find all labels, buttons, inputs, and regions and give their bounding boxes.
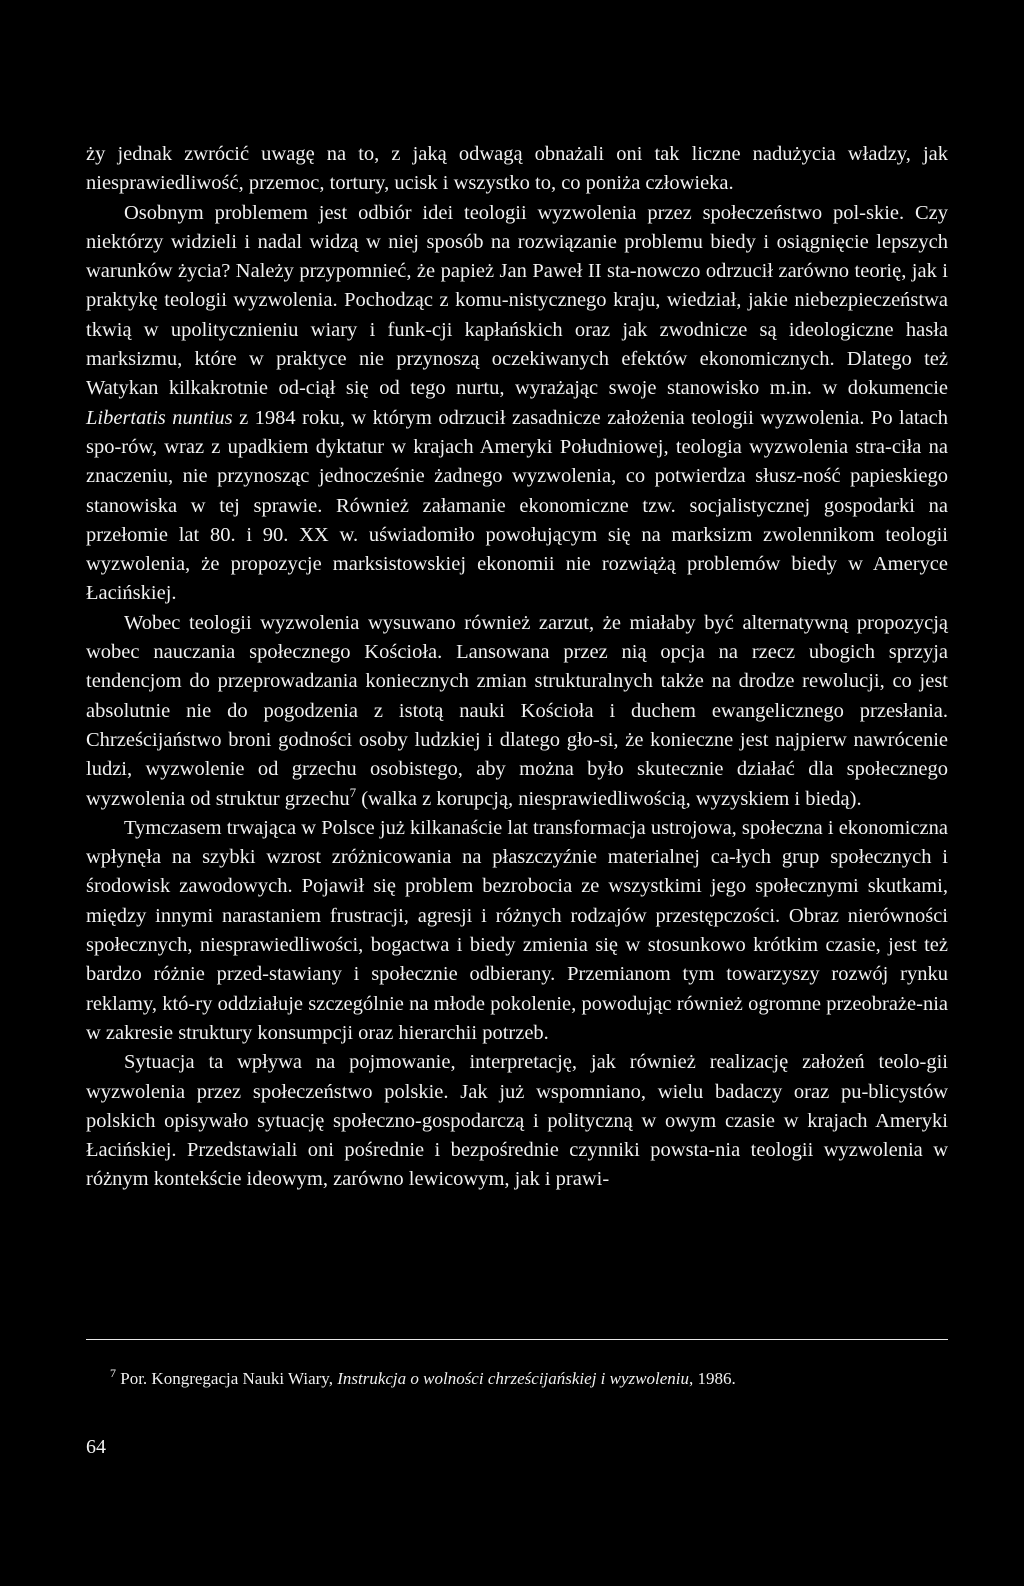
footnote-title: Instrukcja o wolności chrześcijańskiej i wyzwoleniu [337, 1369, 689, 1388]
paragraph-3 [86, 609, 948, 814]
footnote-reference: 7 [349, 784, 357, 800]
paragraph-4: Tymczasem trwająca w Polsce już kilkanaście lat transformacja ustrojowa, społeczna i ekonomiczna wpłynęła na szybki wzrost zróżnicowania na płaszczyźnie materialnej ca-łych grup społecznych i środowisk zawodowych. Pojawił się problem bezrobocia ze wszystkimi jego społecznymi skutkami, między innymi narastaniem frustracji, agresji i różnych rodzajów przestępczości. Obraz nierówności społecznych, niesprawiedliwości, bogactwa i biedy zmienia się w stosunkowo krótkim czasie, jest też bardzo różnie przed-stawiany i społecznie odbierany. Przemianom tym towarzyszy rozwój rynku reklamy, któ-ry oddziałuje szczególnie na młode pokolenie, powodując również ogromne przeobraże-nia w zakresie struktury konsumpcji oraz hierarchii potrzeb. [86, 816, 948, 1044]
footnote-divider [86, 1339, 948, 1340]
footnote [110, 1368, 948, 1390]
footnote-text-a: Por. Kongregacja Nauki Wiary, [116, 1369, 338, 1388]
paragraph-2-text-b: z 1984 roku, w którym odrzucił zasadnicze założenia teologii wyzwolenia. Po latach spo-rów, wraz z upadkiem dyktatur w krajach Ameryki Południowej, teologia wyzwolenia stra-ciła na znaczeniu, nie przynosząc jednocześnie żadnego wyzwolenia, co potwierdza słusz-ność papieskiego stanowiska w tej sprawie. Również załamanie ekonomiczne tzw. socjalistycznej gospodarki na przełomie lat 80. i 90. XX w. uświadomiło powołującym się na marksizm zwolennikom teologii wyzwolenia, że propozycje marksistowskiej ekonomii nie rozwiążą problemów biedy w Ameryce Łacińskiej. [86, 406, 948, 605]
main-text [86, 140, 948, 1195]
paragraph-2-text-a: Osobnym problemem jest odbiór idei teologii wyzwolenia przez społeczeństwo pol-skie. Czy niektórzy widzieli i nadal widzą w niej sposób na rozwiązanie problemu biedy i osiągnięcie lepszych warunków życia? Należy przypomnieć, że papież Jan Paweł II sta-nowczo odrzucił zarówno teorię, jak i praktykę teologii wyzwolenia. Pochodząc z komu-nistycznego kraju, wiedział, jakie niebezpieczeństwa tkwią w upolitycznieniu wiary i funk-cji kapłańskich oraz jak zwodnicze są ideologiczne hasła marksizmu, które w praktyce nie przynoszą oczekiwanych efektów ekonomicznych. Dlatego też Watykan kilkakrotnie od-ciął się od tego nurtu, wyrażając swoje stanowisko m.in. w dokumencie [86, 201, 948, 400]
footnote-number: 7 [110, 1366, 116, 1380]
footnote-text-b: , 1986. [688, 1369, 736, 1388]
paragraph-2 [86, 199, 948, 609]
paragraph-3-text-a: Wobec teologii wyzwolenia wysuwano również zarzut, że miałaby być alternatywną propozycją wobec nauczania społecznego Kościoła. Lansowana przez nią opcja na rzecz ubogich sprzyja tendencjom do przeprowadzania koniecznych zmian strukturalnych także na drodze rewolucji, co jest absolutnie nie do pogodzenia z istotą nauki Kościoła i duchem ewangelicznego przesłania. Chrześcijaństwo broni godności osoby ludzkiej i dlatego gło-si, że konieczne jest najpierw nawrócenie ludzi, wyzwolenie od grzechu osobistego, aby można było skutecznie działać dla społecznego wyzwolenia od struktur grzechu [86, 611, 948, 810]
page-number: 64 [86, 1436, 106, 1458]
document-title-libertatis-nuntius: Libertatis nuntius [86, 406, 233, 429]
paragraph-5: Sytuacja ta wpływa na pojmowanie, interpretację, jak również realizację założeń teolo-gii wyzwolenia przez społeczeństwo polskie. Jak już wspomniano, wielu badaczy oraz pu-blicystów polskich opisywało sytuację społeczno-gospodarczą i polityczną w owym czasie w krajach Ameryki Łacińskiej. Przedstawiali oni pośrednie i bezpośrednie czynniki powsta-nia teologii wyzwolenia w różnym kontekście ideowym, zarówno lewicowym, jak i prawi- [86, 1051, 948, 1191]
paragraph-1: ży jednak zwrócić uwagę na to, z jaką odwagą obnażali oni tak liczne nadużycia władzy, jak niesprawiedliwość, przemoc, tortury, ucisk i wszystko to, co poniża człowieka. [86, 143, 948, 195]
paragraph-3-text-b: (walka z korupcją, niesprawiedliwością, wyzyskiem i biedą). [356, 787, 862, 810]
